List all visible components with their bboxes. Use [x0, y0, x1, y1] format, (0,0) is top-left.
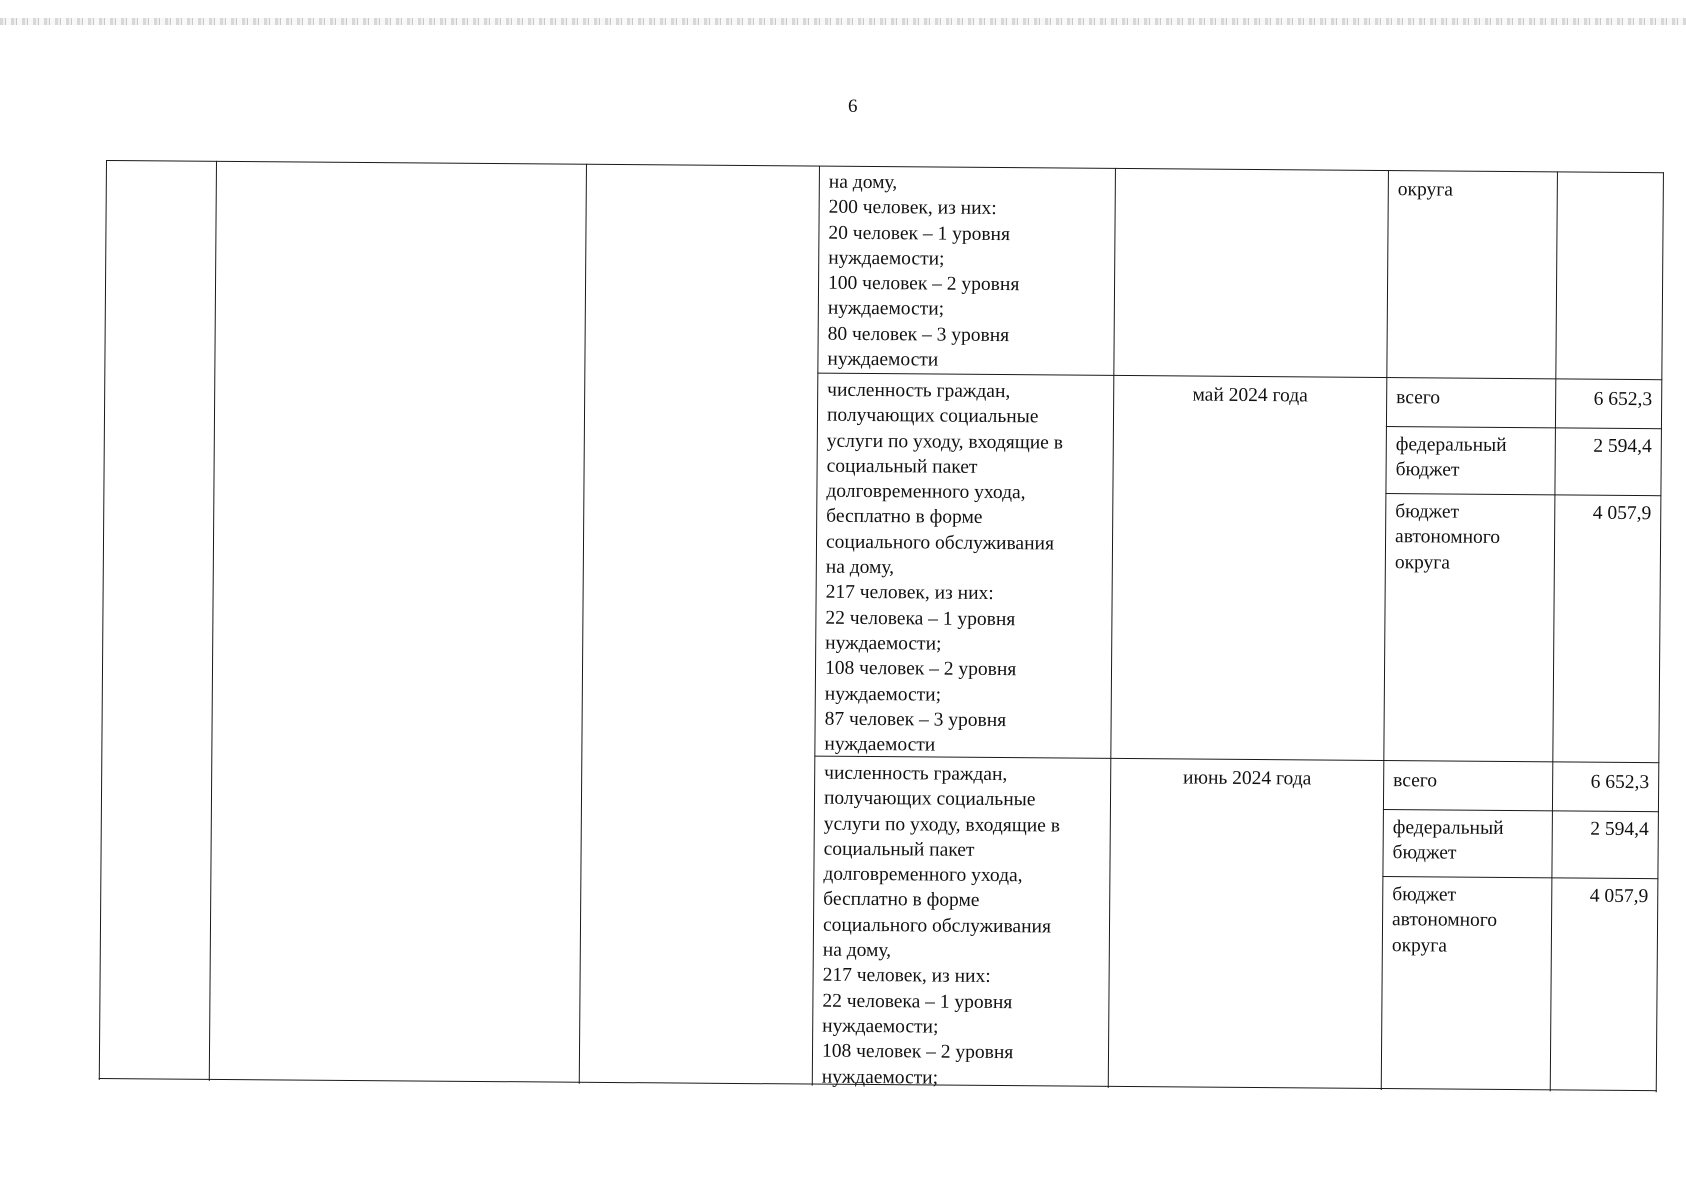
period-june: июнь 2024 года	[1182, 767, 1312, 790]
amount-june-total: 6 652,3	[1590, 771, 1650, 794]
funding-divider-june-2	[1382, 876, 1658, 879]
page-number: 6	[848, 96, 858, 117]
column-divider-3	[812, 166, 821, 1086]
table-border-left	[99, 160, 108, 1080]
amount-may-total: 6 652,3	[1593, 388, 1653, 411]
period-may: май 2024 года	[1192, 384, 1308, 407]
column-divider-5	[1381, 170, 1390, 1090]
source-june-federal: федеральный бюджет	[1392, 817, 1504, 864]
source-june-total: всего	[1393, 770, 1438, 792]
table-border-right	[1656, 172, 1665, 1092]
column-divider-6	[1550, 171, 1559, 1091]
funding-divider-june-1	[1383, 809, 1659, 812]
source-continued: округа	[1397, 179, 1454, 201]
funding-divider-may-2	[1385, 493, 1661, 496]
amount-may-federal: 2 594,4	[1593, 435, 1652, 458]
amount-june-federal: 2 594,4	[1590, 818, 1649, 841]
indicator-june: численность граждан, получающих социальные услуги по уходу, входящие в социальный пакет долговременного ухода, бесплатно в форме социального обслуживания на дому, 217 человек, из них: 22 человека – 1 уровня нуждаемости; 108 человек – 2 уровня нуждаемости;	[821, 762, 1061, 1089]
source-may-regional: бюджет автономного округа	[1394, 501, 1501, 574]
column-divider-1	[209, 161, 218, 1081]
column-divider-4	[1108, 168, 1117, 1088]
indicator-may: численность граждан, получающих социальные услуги по уходу, входящие в социальный пакет долговременного ухода, бесплатно в форме социального обслуживания на дому, 217 человек, из них: 22 человека – 1 уровня нуждаемости; 108 человек – 2 уровня нуждаемости; 87 человек – 3 уровня нуждаемости	[824, 379, 1064, 756]
amount-june-regional: 4 057,9	[1589, 885, 1649, 908]
indicator-continued: на дому, 200 человек, из них: 20 человек – 1 уровня нуждаемости; 100 человек – 2 уровня нуждаемости; 80 человек – 3 уровня нуждаемости	[827, 171, 1020, 371]
source-may-total: всего	[1396, 387, 1441, 409]
amount-may-regional: 4 057,9	[1592, 502, 1652, 525]
funding-divider-may-1	[1386, 426, 1662, 429]
source-may-federal: федеральный бюджет	[1395, 434, 1507, 481]
source-june-regional: бюджет автономного округа	[1391, 884, 1498, 957]
column-divider-2	[579, 164, 588, 1084]
scan-top-edge	[0, 18, 1686, 25]
budget-table	[99, 160, 1664, 1092]
